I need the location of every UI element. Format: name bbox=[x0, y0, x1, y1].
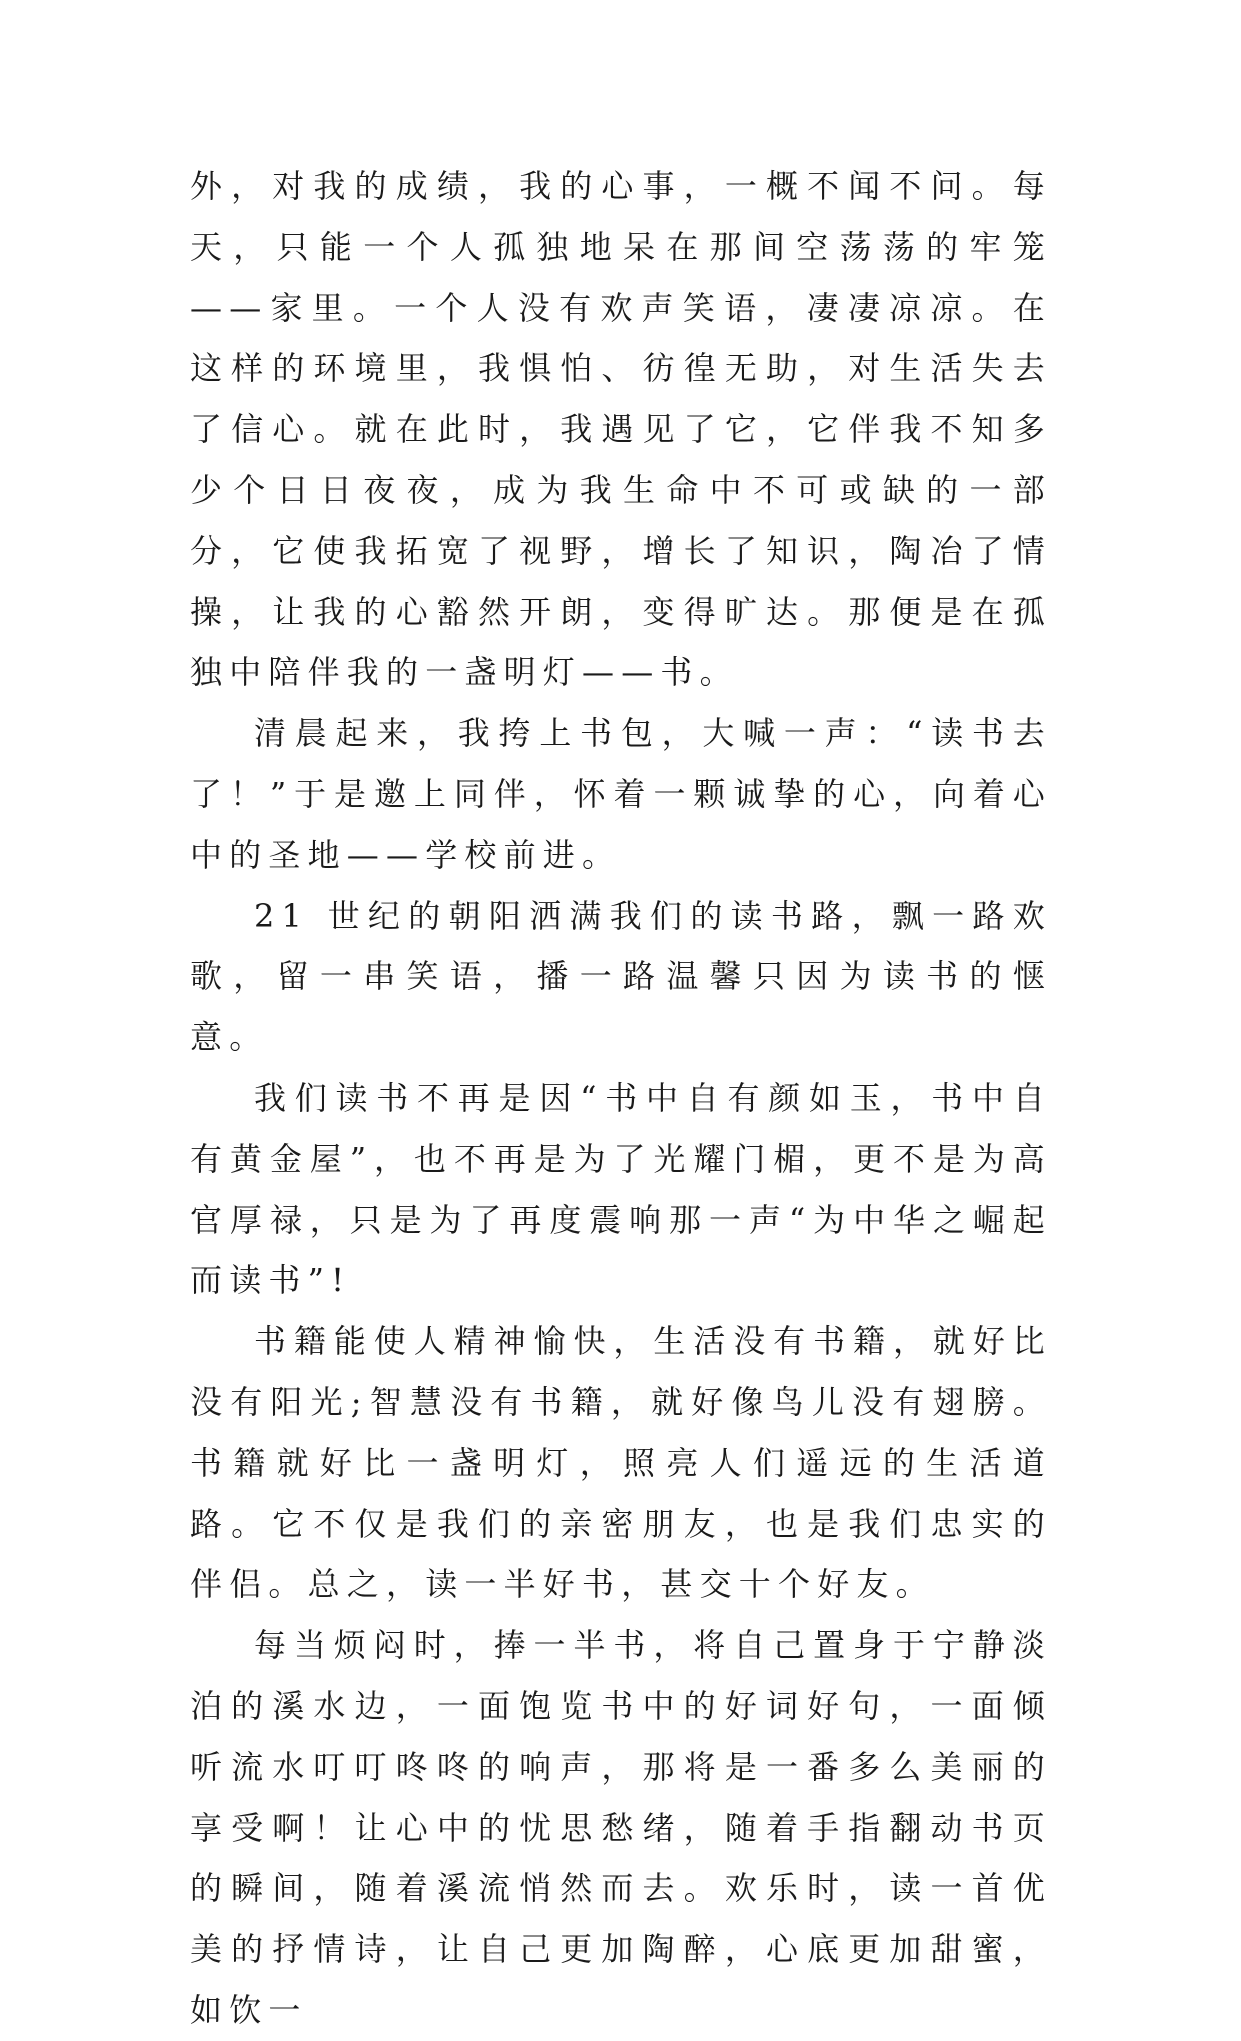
paragraph-6: 每当烦闷时，捧一半书，将自己置身于宁静淡泊的溪水边，一面饱览书中的好词好句，一面倾听流水叮叮咚咚的响声，那将是一番多么美丽的享受啊！让心中的忧思愁绪，随着手指翻动书页的瞬间，随着溪流悄然而去。欢乐时，读一首优美的抒情诗，让自己更加陶醉，心底更加甜蜜，如饮一 bbox=[190, 1626, 1052, 2029]
body-text bbox=[190, 156, 1052, 2041]
paragraph-4: 我们读书不再是因“书中自有颜如玉，书中自有黄金屋”，也不再是为了光耀门楣，更不是为高官厚禄，只是为了再度震响那一声“为中华之崛起而读书”! bbox=[190, 1078, 1052, 1300]
paragraph-1: 外，对我的成绩，我的心事，一概不闻不问。每天，只能一个人孤独地呆在那间空荡荡的牢笼——家里。一个人没有欢声笑语，凄凄凉凉。在这样的环境里，我惧怕、彷徨无助，对生活失去了信心。就在此时，我遇见了它，它伴我不知多少个日日夜夜，成为我生命中不可或缺的一部分，它使我拓宽了视野，增长了知识，陶冶了情操，让我的心豁然开朗，变得旷达。那便是在孤独中陪伴我的一盏明灯——书。 bbox=[190, 167, 1052, 692]
paragraph-5: 书籍能使人精神愉快，生活没有书籍，就好比没有阳光;智慧没有书籍，就好像鸟儿没有翅膀。书籍就好比一盏明灯，照亮人们遥远的生活道路。它不仅是我们的亲密朋友，也是我们忠实的伴侣。总之，读一半好书，甚交十个好友。 bbox=[190, 1322, 1052, 1604]
paragraph-3: 21 世纪的朝阳洒满我们的读书路，飘一路欢歌，留一串笑语，播一路温馨只因为读书的惬意。 bbox=[190, 896, 1052, 1057]
paragraph-2: 清晨起来，我挎上书包，大喊一声：“读书去了！”于是邀上同伴，怀着一颗诚挚的心，向着心中的圣地——学校前进。 bbox=[190, 714, 1052, 874]
